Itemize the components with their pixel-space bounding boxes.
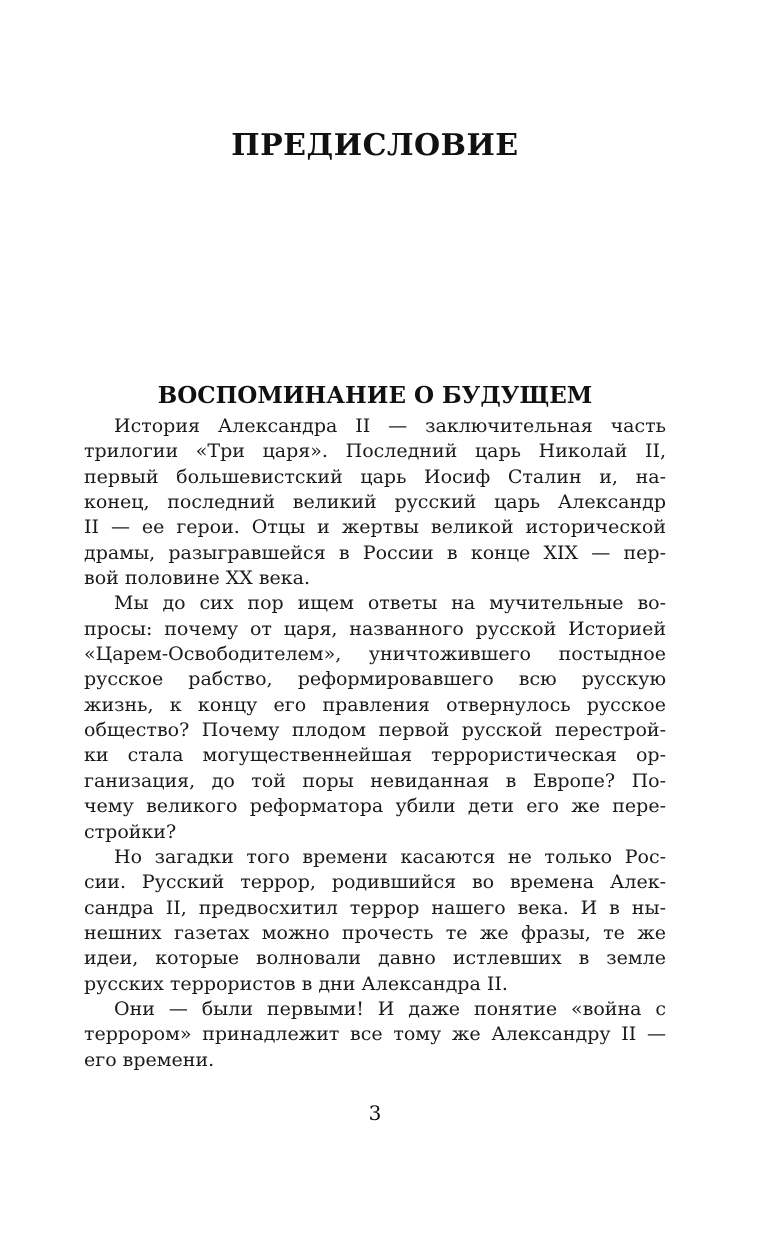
- text-line: нешних газетах можно прочесть те же фразы, те же: [84, 921, 666, 944]
- text-line: стройки?: [84, 820, 177, 843]
- text-line: Но загадки того времени касаются не только Рос-: [114, 845, 666, 868]
- text-line: первый большевистский царь Иосиф Сталин и, на-: [84, 465, 666, 488]
- text-line: чему великого реформатора убили дети его же пере-: [84, 795, 666, 818]
- text-line: конец, последний великий русский царь Александр: [84, 491, 666, 514]
- text-line: сии. Русский террор, родившийся во времена Алек-: [84, 871, 666, 894]
- section-heading: ВОСПОМИНАНИЕ О БУДУЩЕМ: [157, 382, 593, 409]
- text-line: Мы до сих пор ищем ответы на мучительные во-: [114, 592, 666, 615]
- text-line: II — ее герои. Отцы и жертвы великой исторической: [84, 516, 666, 539]
- page-number: 3: [368, 1101, 382, 1125]
- text-line: ки стала могущественнейшая террористическая ор-: [84, 744, 666, 767]
- text-line: русское рабство, реформировавшего всю русскую: [84, 668, 666, 691]
- text-line: просы: почему от царя, названного русской Историей: [84, 617, 666, 640]
- text-line: вой половине XX века.: [84, 567, 311, 590]
- text-line: ганизация, до той поры невиданная в Европе? По-: [84, 769, 666, 792]
- text-line: сандра II, предвосхитил террор нашего века. И в ны-: [84, 896, 666, 919]
- body-text: [84, 414, 666, 1073]
- text-line: Они — были первыми! И даже понятие «война с: [114, 997, 666, 1020]
- text-line: драмы, разыгравшейся в России в конце XIX — пер-: [84, 541, 666, 564]
- text-line: идеи, которые волновали давно истлевших в земле: [84, 947, 666, 970]
- text-line: его времени.: [84, 1048, 215, 1071]
- page-title: ПРЕДИСЛОВИЕ: [231, 128, 519, 163]
- text-line: русских террористов в дни Александра II.: [84, 972, 508, 995]
- text-line: «Царем-Освободителем», уничтожившего постыдное: [84, 643, 666, 666]
- text-line: террором» принадлежит все тому же Александру II —: [84, 1023, 666, 1046]
- text-line: История Александра II — заключительная часть: [114, 415, 666, 437]
- text-line: общество? Почему плодом первой русской перестрой-: [84, 719, 666, 742]
- text-line: трилогии «Три царя». Последний царь Николай II,: [84, 440, 666, 463]
- text-line: жизнь, к концу его правления отвернулось русское: [84, 693, 666, 716]
